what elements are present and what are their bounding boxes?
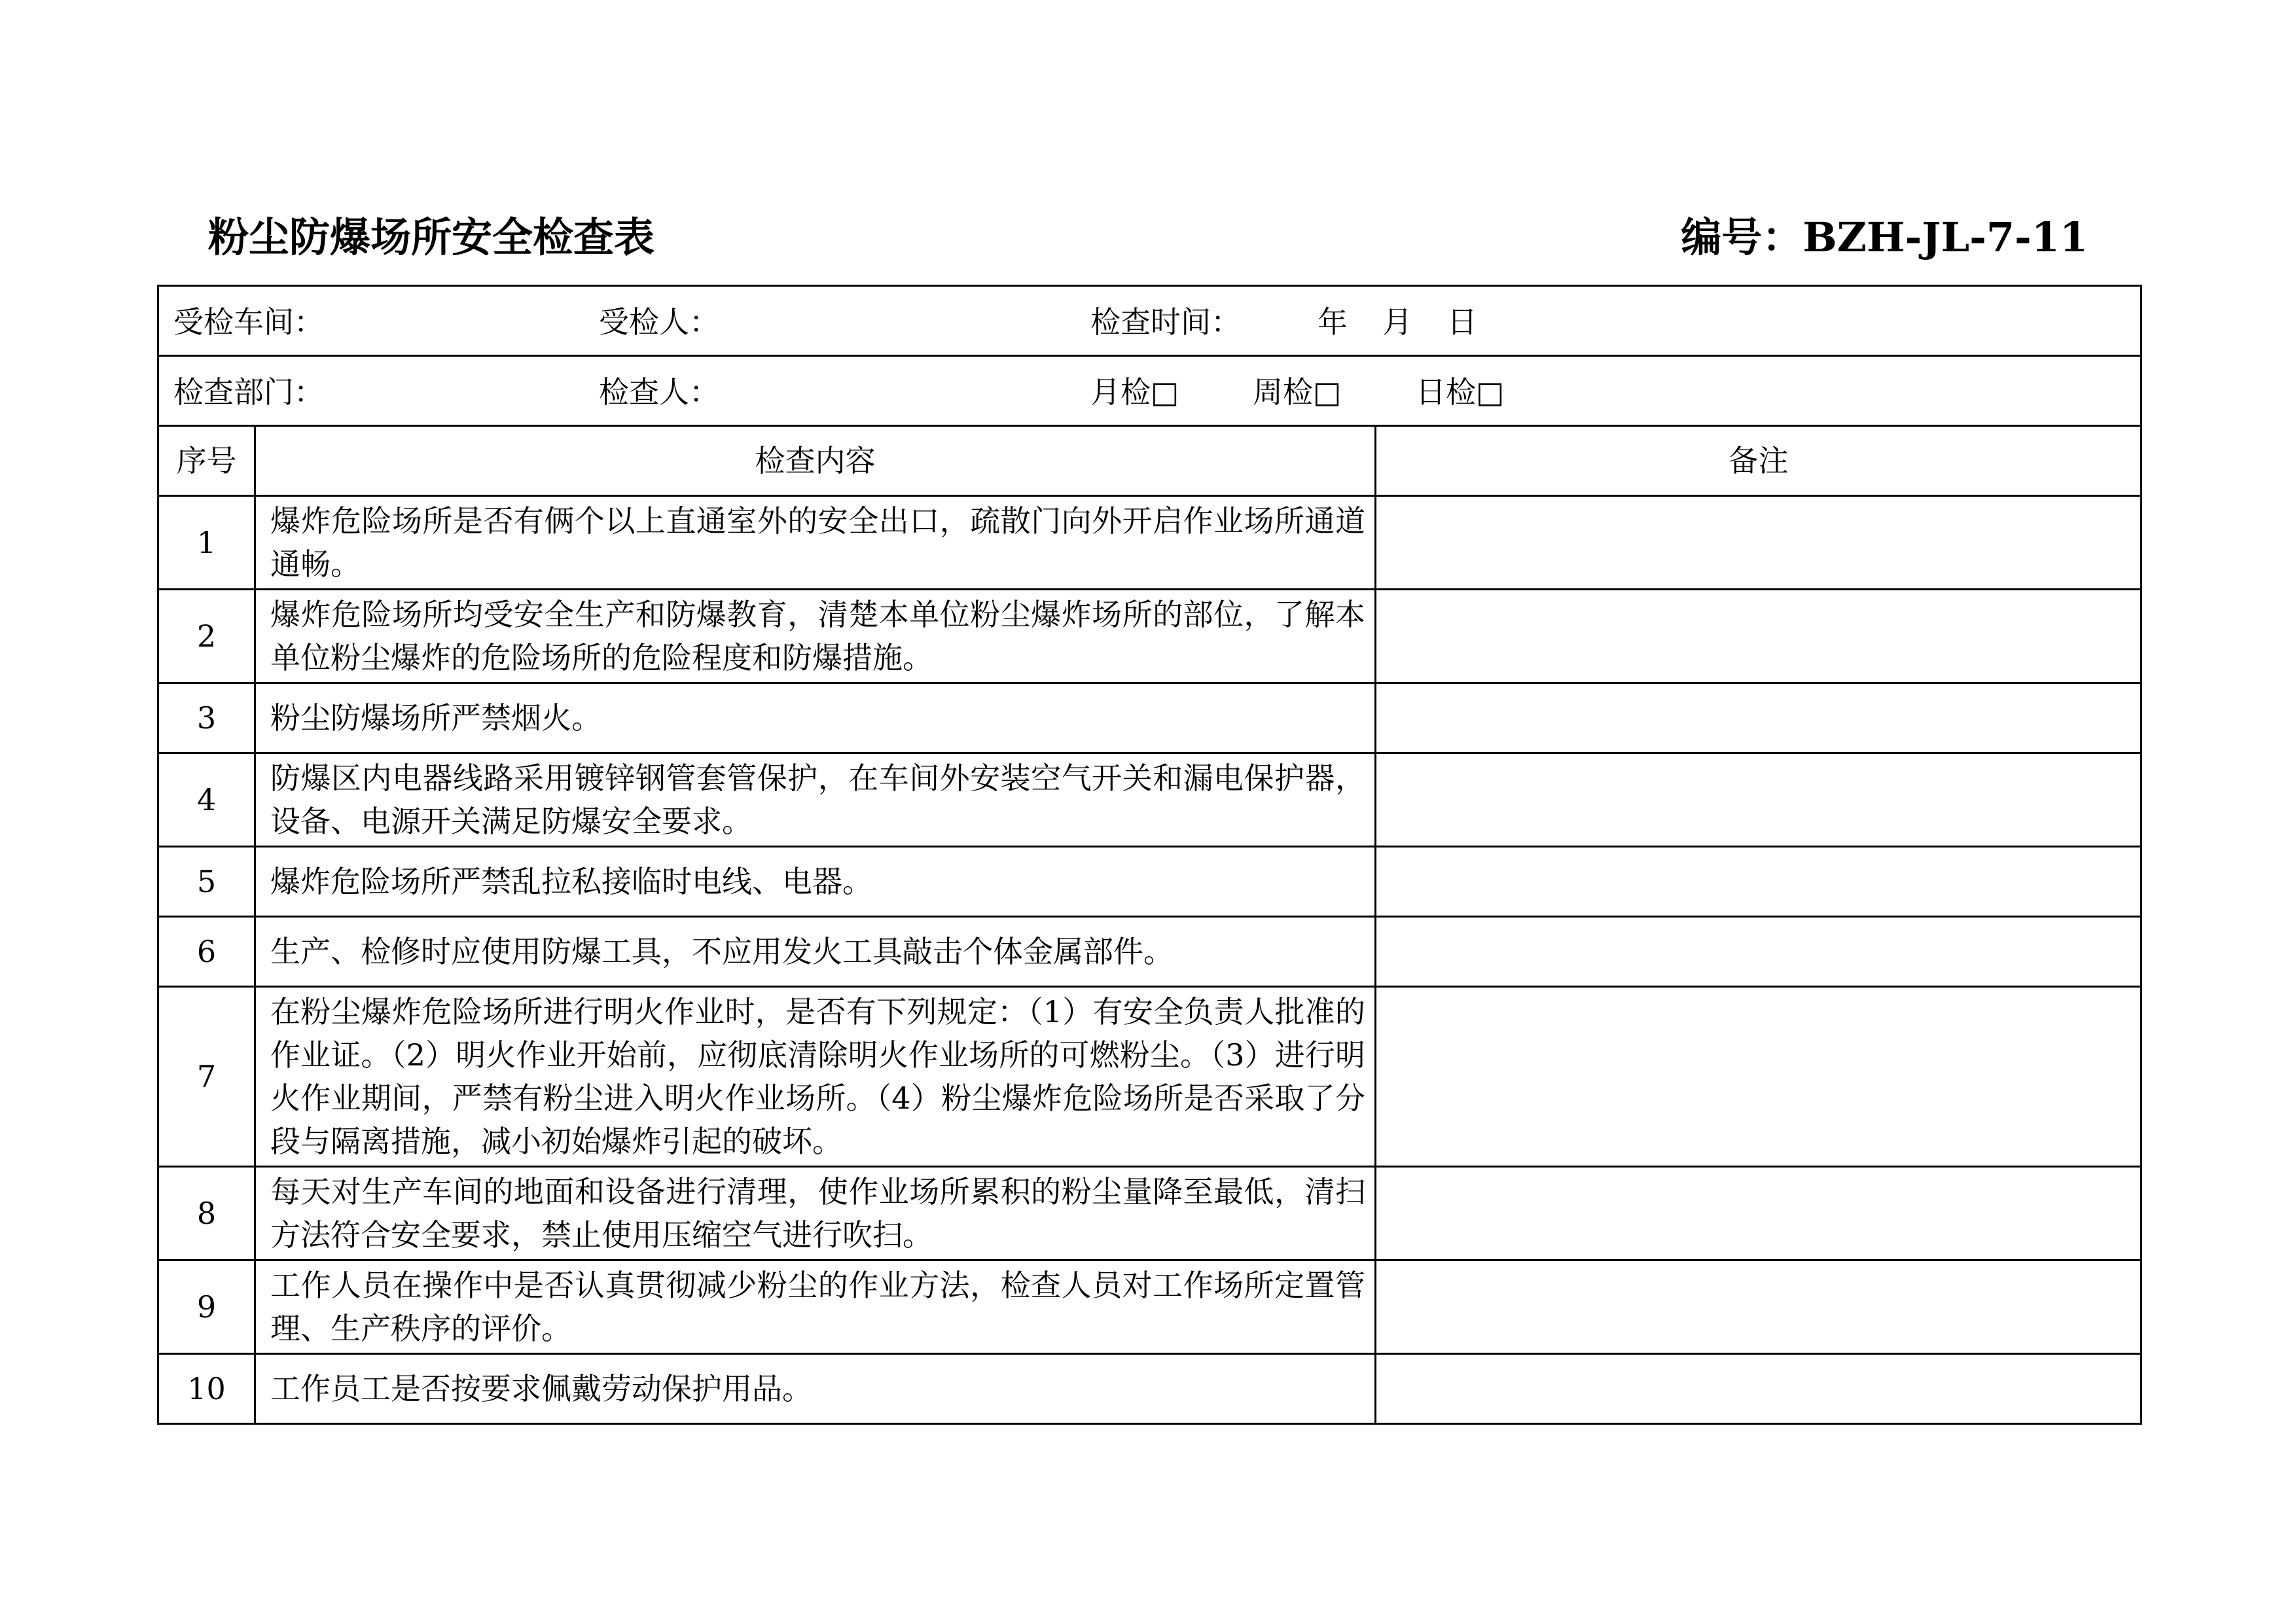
inspected-person-label: 受检人： [599,304,719,340]
row-content: 爆炸危险场所均受安全生产和防爆教育，清楚本单位粉尘爆炸场所的部位，了解本单位粉尘爆炸的危险场所的危险程度和防爆措施。 [255,590,1376,683]
row-number: 2 [158,590,255,683]
form-title: 粉尘防爆场所安全检查表 [208,213,655,261]
column-header-no: 序号 [158,426,255,496]
info-row-1 [158,286,2142,356]
row-remark[interactable] [1376,1260,2142,1354]
row-remark[interactable] [1376,847,2142,917]
column-header-content: 检查内容 [255,426,1376,496]
column-header-remark: 备注 [1376,426,2142,496]
table-row [158,590,2142,683]
table-row [158,917,2142,987]
inspection-table [157,285,2142,1425]
info-cell-1 [158,286,2142,356]
table-row [158,847,2142,917]
row-content: 在粉尘爆炸危险场所进行明火作业时，是否有下列规定：（1）有安全负责人批准的作业证。（2）明火作业开始前，应彻底清除明火作业场所的可燃粉尘。（3）进行明火作业期间，严禁有粉尘进入明火作业场所。（4）粉尘爆炸危险场所是否采取了分段与隔离措施，减小初始爆炸引起的破坏。 [255,987,1376,1167]
info-row-2 [158,356,2142,426]
row-remark[interactable] [1376,987,2142,1167]
row-number: 9 [158,1260,255,1354]
department-label: 检查部门： [173,374,324,410]
inspector-label: 检查人： [599,374,719,410]
table-row [158,1167,2142,1260]
info-cell-2 [158,356,2142,426]
row-number: 8 [158,1167,255,1260]
row-remark[interactable] [1376,496,2142,590]
month-label: 月 [1382,304,1412,340]
row-remark[interactable] [1376,917,2142,987]
row-number: 6 [158,917,255,987]
row-number: 4 [158,753,255,847]
year-label: 年 [1318,304,1348,340]
row-content: 爆炸危险场所严禁乱拉私接临时电线、电器。 [255,847,1376,917]
row-remark[interactable] [1376,683,2142,753]
monthly-check-option[interactable]: 月检□ [1090,374,1179,410]
row-content: 生产、检修时应使用防爆工具，不应用发火工具敲击个体金属部件。 [255,917,1376,987]
row-content: 工作人员在操作中是否认真贯彻减少粉尘的作业方法，检查人员对工作场所定置管理、生产秩序的评价。 [255,1260,1376,1354]
row-number: 7 [158,987,255,1167]
row-number: 10 [158,1354,255,1424]
table-row [158,496,2142,590]
workshop-label: 受检车间： [173,304,324,340]
table-row [158,1260,2142,1354]
row-number: 3 [158,683,255,753]
row-remark[interactable] [1376,1167,2142,1260]
table-row [158,1354,2142,1424]
column-header-row [158,426,2142,496]
row-remark[interactable] [1376,753,2142,847]
daily-check-option[interactable]: 日检□ [1416,374,1505,410]
table-row [158,753,2142,847]
form-code: 编号：BZH-JL-7-11 [1681,213,2088,261]
table-row [158,683,2142,753]
weekly-check-option[interactable]: 周检□ [1253,374,1342,410]
row-content: 防爆区内电器线路采用镀锌钢管套管保护，在车间外安装空气开关和漏电保护器，设备、电源开关满足防爆安全要求。 [255,753,1376,847]
row-content: 工作员工是否按要求佩戴劳动保护用品。 [255,1354,1376,1424]
check-time-label: 检查时间： [1090,304,1241,340]
row-number: 5 [158,847,255,917]
row-content: 粉尘防爆场所严禁烟火。 [255,683,1376,753]
row-number: 1 [158,496,255,590]
row-content: 每天对生产车间的地面和设备进行清理，使作业场所累积的粉尘量降至最低，清扫方法符合安全要求，禁止使用压缩空气进行吹扫。 [255,1167,1376,1260]
row-remark[interactable] [1376,590,2142,683]
row-remark[interactable] [1376,1354,2142,1424]
day-label: 日 [1447,304,1477,340]
table-row [158,987,2142,1167]
row-content: 爆炸危险场所是否有俩个以上直通室外的安全出口，疏散门向外开启作业场所通道通畅。 [255,496,1376,590]
